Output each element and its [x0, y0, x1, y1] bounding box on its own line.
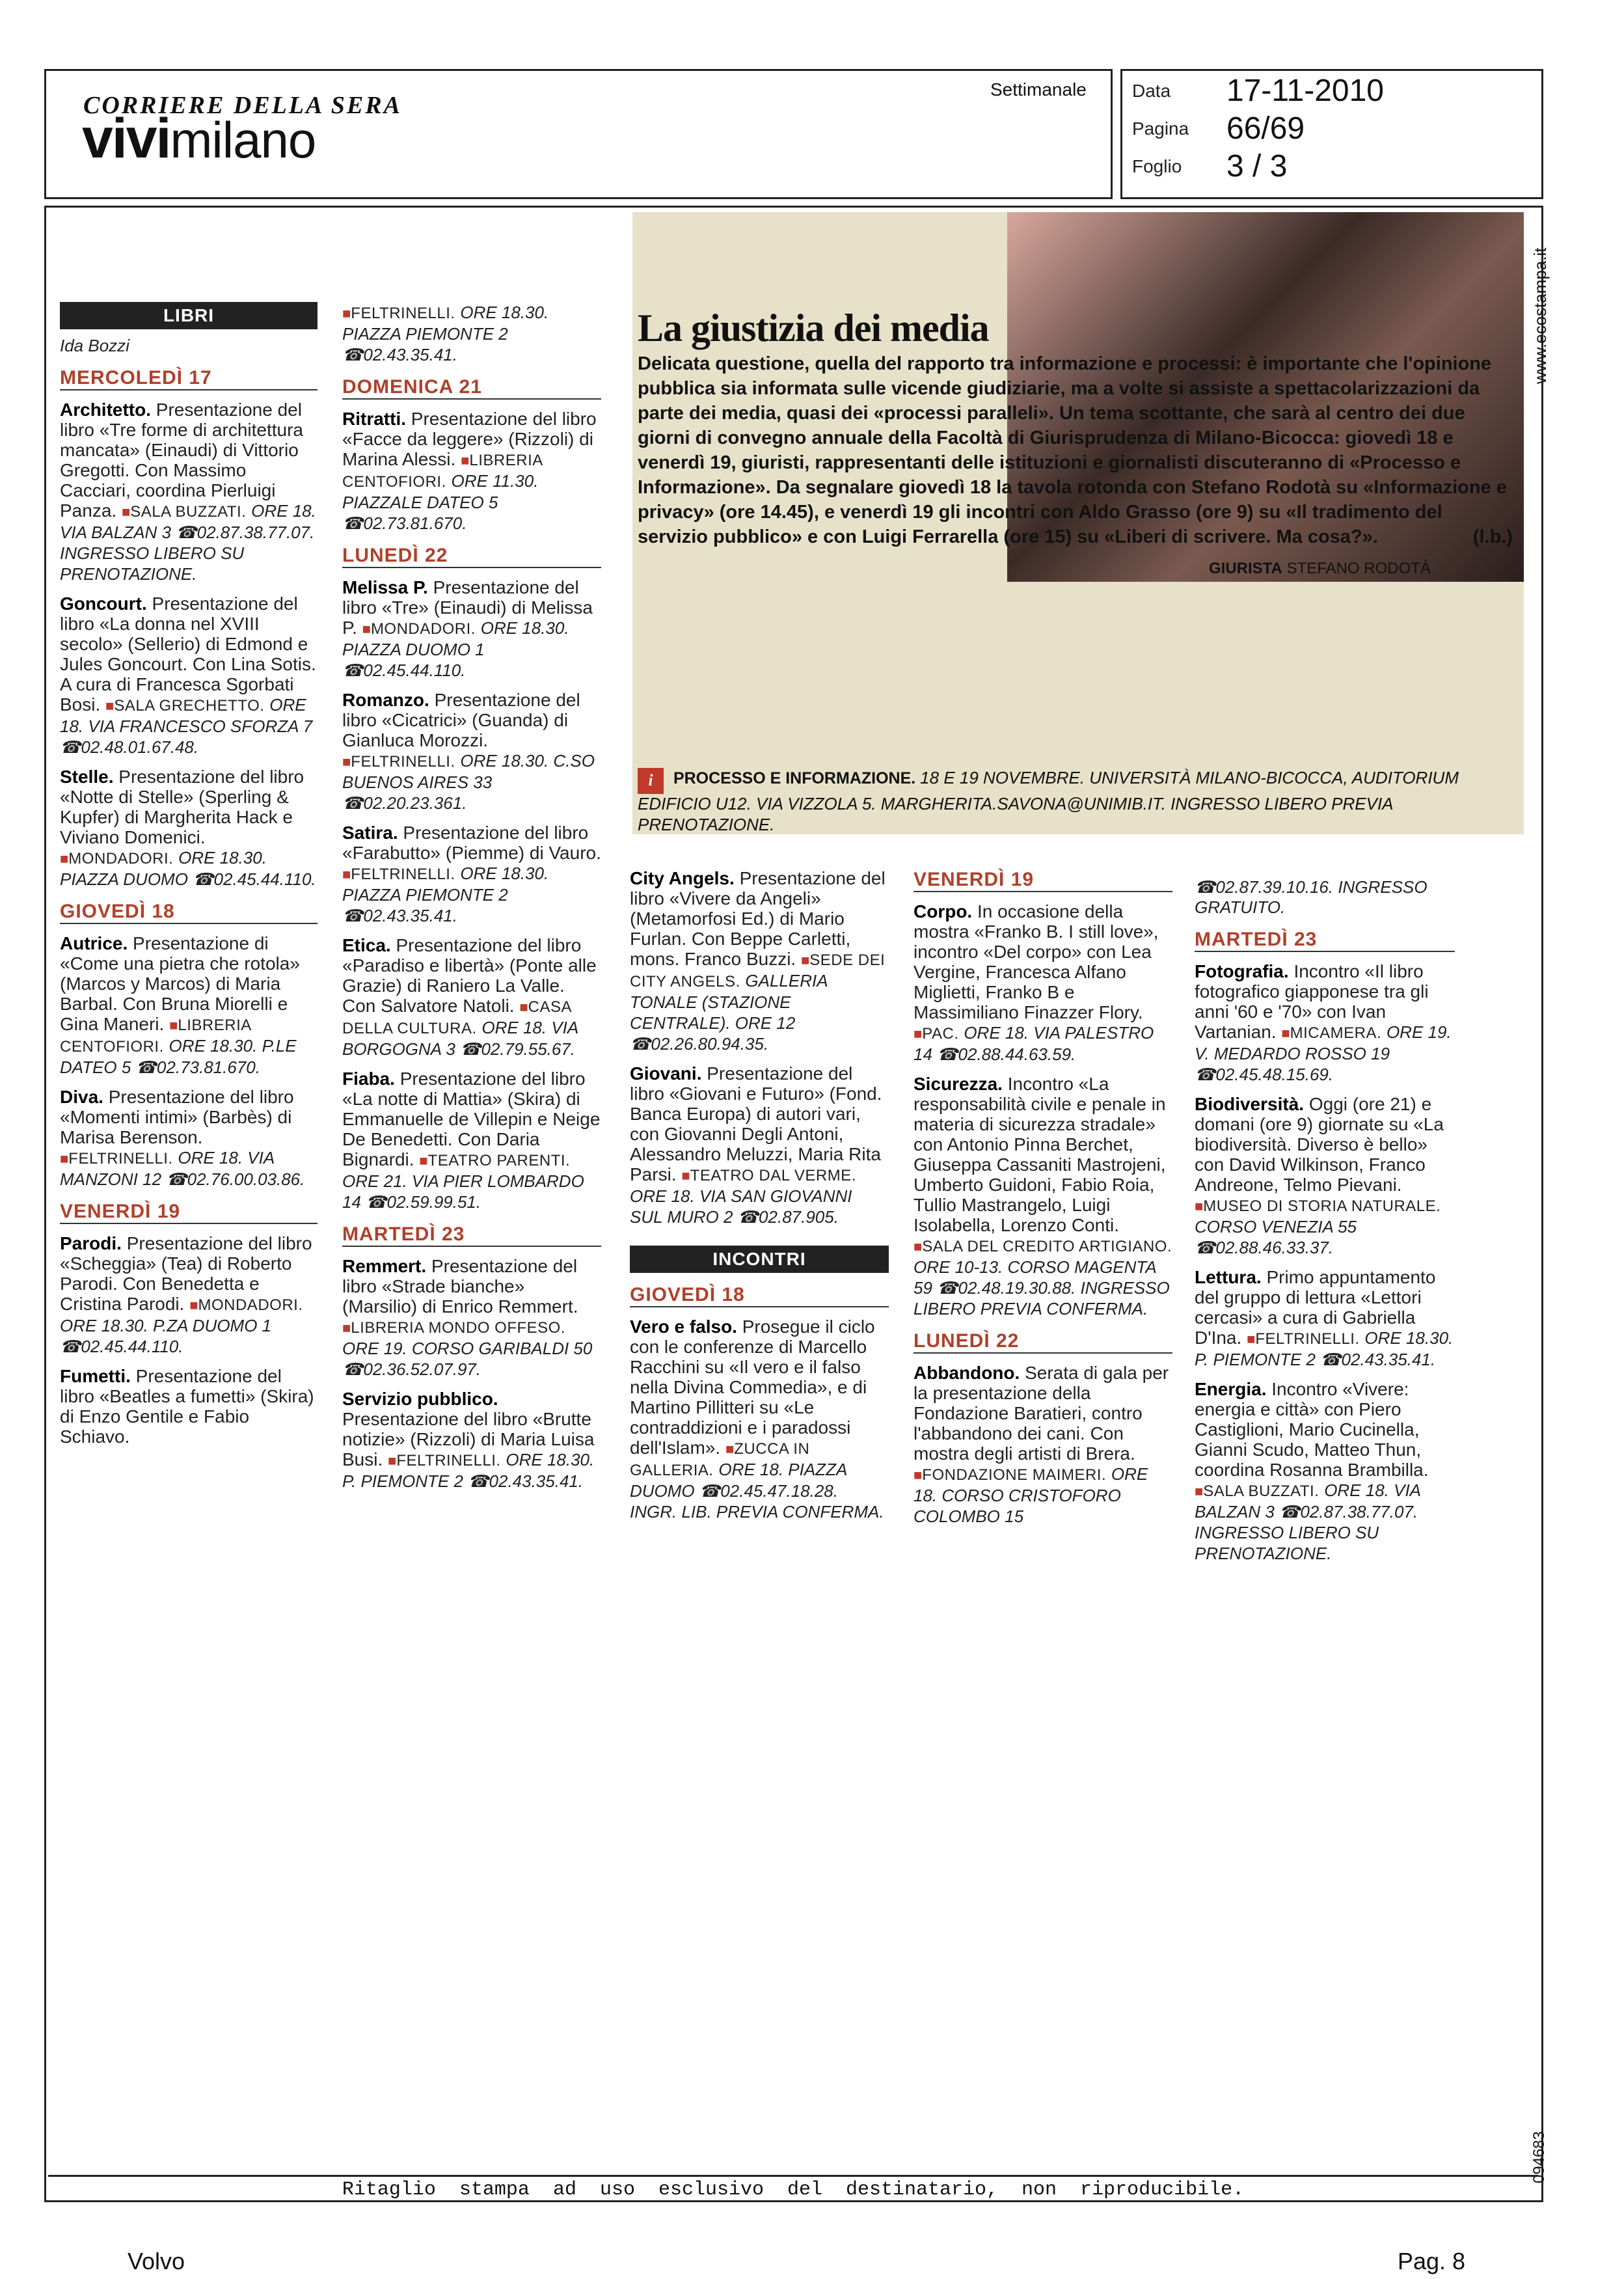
day-header: MERCOLEDÌ 17 [60, 368, 318, 390]
listing-item: Melissa P. Presentazione del libro «Tre» (Einaudi) di Melissa P. ■MONDADORI. ORE 18.30. PIAZZA DUOMO 1 ☎02.45.44.110. [342, 577, 593, 680]
pagina-value: 66/69 [1226, 111, 1305, 146]
column-libri-1 [60, 302, 318, 1456]
data-label: Data [1132, 81, 1171, 101]
column-libri-2 [342, 302, 601, 1501]
listing-item: Remmert. Presentazione del libro «Strade bianche» (Marsilio) di Enrico Remmert. ■LIBRERIA MONDO OFFESO. ORE 19. CORSO GARIBALDI 50 ☎02.36.52.07.97. [342, 1256, 593, 1379]
day-header: VENERDÌ 19 [914, 869, 1172, 892]
pagina-label: Pagina [1132, 118, 1189, 139]
vivi-text: vivi [82, 107, 170, 170]
info-text: 18 E 19 NOVEMBRE. UNIVERSITÀ MILANO-BICOCCA, AUDITORIUM EDIFICIO U12. VIA VIZZOLA 5. MARGHERITA.SAVONA@UNIMIB.IT. INGRESSO LIBERO PREVIA PRENOTAZIONE. [638, 768, 1459, 834]
listing-item: Fotografia. Incontro «Il libro fotografico giapponese tra gli anni '60 e '70» con Ivan Vartanian. ■MICAMERA. ORE 19. V. MEDARDO ROSSO 19 ☎02.45.48.15.69. [1195, 961, 1452, 1084]
data-value: 17-11-2010 [1226, 74, 1384, 108]
clipping-disclaimer: Ritaglio stampa ad uso esclusivo del destinatario, non riproducibile. [48, 2175, 1538, 2203]
section-header-libri: LIBRI [60, 302, 318, 329]
listing-item: City Angels. Presentazione del libro «Vivere da Angeli» (Metamorfosi Ed.) di Mario Furlan. Con Beppe Carletti, mons. Franco Buzzi. ■SEDE DEI CITY ANGELS. GALLERIA TONALE (STAZIONE CENTRALE). ORE 12 ☎02.26.80.94.35. [630, 868, 886, 1054]
listing-item: Parodi. Presentazione del libro «Scheggia» (Tea) di Roberto Parodi. Con Benedetta e Cristina Parodi. ■MONDADORI. ORE 18.30. P.ZA DUOMO 1 ☎02.45.44.110. [60, 1233, 312, 1356]
listing-item: Lettura. Primo appuntamento del gruppo di lettura «Lettori cercasi» a cura di Gabriella D'Ina. ■FELTRINELLI. ORE 18.30. P. PIEMONTE 2 ☎02.43.35.41. [1195, 1267, 1454, 1369]
listing-item: Stelle. Presentazione del libro «Notte di Stelle» (Sperling & Kupfer) di Margherita Hack e Viviano Domenici. ■MONDADORI. ORE 18.30. PIAZZA DUOMO ☎02.45.44.110. [60, 767, 316, 889]
day-header: VENERDÌ 19 [60, 1201, 318, 1224]
vivimilano-logo [82, 107, 316, 170]
footer-client: Volvo [128, 2248, 185, 2274]
listing-item: Satira. Presentazione del libro «Farabutto» (Piemme) di Vauro. ■FELTRINELLI. ORE 18.30. PIAZZA PIEMONTE 2 ☎02.43.35.41. [342, 823, 601, 925]
listing-item: Etica. Presentazione del libro «Paradiso e libertà» (Ponte alle Grazie) di Raniero La Valle. Con Salvatore Natoli. ■CASA DELLA CULTURA. ORE 18. VIA BORGOGNA 3 ☎02.79.55.67. [342, 935, 597, 1059]
day-header: LUNEDÌ 22 [342, 545, 601, 568]
clipping-code: 094683 [1530, 2131, 1548, 2183]
author-byline: Ida Bozzi [60, 336, 129, 355]
section-header-incontri: INCONTRI [630, 1246, 889, 1273]
day-header: GIOVEDÌ 18 [60, 901, 318, 924]
feature-title: La giustizia dei media [638, 307, 989, 349]
foglio-value: 3 / 3 [1226, 149, 1288, 184]
column-4 [914, 858, 1172, 1536]
day-header: MARTEDÌ 23 [342, 1224, 601, 1247]
listing-item: Romanzo. Presentazione del libro «Cicatrici» (Guanda) di Gianluca Morozzi. ■FELTRINELLI. ORE 18.30. C.SO BUENOS AIRES 33 ☎02.20.23.361. [342, 690, 595, 813]
listing-item: Energia. Incontro «Vivere: energia e città» con Piero Castiglioni, Mario Cucinella, Gianni Scudo, Matteo Thun, coordina Rosanna Brambilla. ■SALA BUZZATI. ORE 18. VIA BALZAN 3 ☎02.87.38.77.07. INGRESSO LIBERO SU PRENOTAZIONE. [1195, 1379, 1429, 1563]
listing-item: Fiaba. Presentazione del libro «La notte di Mattia» (Skira) di Emmanuelle de Villepin e Neige De Benedetti. Con Daria Bignardi. ■TEATRO PARENTI. ORE 21. VIA PIER LOMBARDO 14 ☎02.59.99.51. [342, 1069, 601, 1212]
listing-item: Abbandono. Serata di gala per la presentazione della Fondazione Baratieri, contro l'abbandono dei cani. Con mostra degli artisti di Brera. ■FONDAZIONE MAIMERI. ORE 18. CORSO CRISTOFORO COLOMBO 15 [914, 1363, 1169, 1526]
info-icon: i [638, 768, 664, 794]
listing-item: Vero e falso. Prosegue il ciclo con le conferenze di Marcello Racchini su «Il vero e il falso nella Divina Commedia», e di Martino Pillitteri su «Le contraddizioni e i paradossi dell'Islam». ■ZUCCA IN GALLERIA. ORE 18. PIAZZA DUOMO ☎02.45.47.18.28. INGR. LIB. PREVIA CONFERMA. [630, 1317, 884, 1522]
day-header: LUNEDÌ 22 [914, 1331, 1172, 1354]
day-header: MARTEDÌ 23 [1195, 929, 1455, 952]
listing-item: Autrice. Presentazione di «Come una pietra che rotola» (Marcos y Marcos) di Maria Barbal. Con Bruna Miorelli e Gina Maneri. ■LIBRERIA CENTOFIORI. ORE 18.30. P.LE DATEO 5 ☎02.73.81.670. [60, 933, 300, 1077]
caption-role: GIURISTA [1209, 560, 1282, 577]
caption-name: STEFANO RODOTÀ [1286, 560, 1431, 577]
feature-body [638, 351, 1513, 549]
info-title: PROCESSO E INFORMAZIONE. [673, 769, 916, 787]
column-3 [630, 868, 889, 1531]
foglio-label: Foglio [1132, 156, 1182, 176]
listing-item: Sicurezza. Incontro «La responsabilità civile e penale in materia di sicurezza stradale» con Antonio Pinna Berchet, Giuseppa Cassaniti Mastrojeni, Umberto Guidoni, Fabio Roia, Tullio Mastrangelo, Luigi Isolabella, Lorenzo Conti. ■SALA DEL CREDITO ARTIGIANO. ORE 10-13. CORSO MAGENTA 59 ☎02.48.19.30.88. INGRESSO LIBERO PREVIA CONFERMA. [914, 1074, 1172, 1318]
listing-item: ■FELTRINELLI. ORE 18.30. PIAZZA PIEMONTE 2 ☎02.43.35.41. [342, 303, 549, 364]
listing-item: Architetto. Presentazione del libro «Tre forme di architettura mancata» (Einaudi) di Vittorio Gregotti. Con Massimo Cacciari, coordina Pierluigi Panza. ■SALA BUZZATI. ORE 18. VIA BALZAN 3 ☎02.87.38.77.07. INGRESSO LIBERO SU PRENOTAZIONE. [60, 400, 316, 584]
day-header: DOMENICA 21 [342, 377, 601, 400]
listing-item: Diva. Presentazione del libro «Momenti intimi» (Barbès) di Marisa Berenson. ■FELTRINELLI. ORE 18. VIA MANZONI 12 ☎02.76.00.03.86. [60, 1087, 305, 1189]
listing-item: Ritratti. Presentazione del libro «Facce da leggere» (Rizzoli) di Marina Alessi. ■LIBRERIA CENTOFIORI. ORE 11.30. PIAZZALE DATEO 5 ☎02.73.81.670. [342, 409, 597, 533]
listing-item: Giovani. Presentazione del libro «Giovani e Futuro» (Fond. Banca Europa) di autori vari, con Giovanni Degli Antoni, Alessandro Meluzzi, Maria Rita Parsi. ■TEATRO DAL VERME. ORE 18. VIA SAN GIOVANNI SUL MURO 2 ☎02.87.905. [630, 1063, 882, 1227]
feature-info [638, 768, 1477, 836]
feature-text: Delicata questione, quella del rapporto tra informazione e processi: è importante che l'opinione pubblica sia informata sulle vicende giudiziarie, ma a volte si assiste a spettacolarizzazioni da parte dei media, quasi dei «processi paralleli». Un tema scottante, che sarà al centro dei due giorni di convegno annuale della Facoltà di Giurisprudenza di Milano-Bicocca: giovedì 18 e venerdì 19, giuristi, rappresentanti delle istituzioni e giornalisti discuteranno di «Processo e Informazione». Da segnalare giovedì 18 la tavola rotonda con Stefano Rodotà su «Informazione e privacy» (ore 14.45), e venerdì 19 gli incontri con Aldo Grasso (ore 9) su «Il tradimento del servizio pubblico» e con Luigi Ferrarella (ore 15) su «Liberi di scrivere. Ma cosa?». [638, 353, 1507, 547]
ecostampa-url: www.ecostampa.it [1530, 247, 1550, 384]
settimanale-label: Settimanale [990, 79, 1087, 100]
listing-item: Goncourt. Presentazione del libro «La donna nel XVIII secolo» (Sellerio) di Edmond e Jules Goncourt. Con Lina Sotis. A cura di Francesca Sgorbati Bosi. ■SALA GRECHETTO. ORE 18. VIA FRANCESCO SFORZA 7 ☎02.48.01.67.48. [60, 594, 316, 757]
milano-text: milano [170, 111, 316, 169]
photo-caption [1209, 560, 1431, 578]
corriere-della-sera-logo: CORRIERE DELLA SERA [83, 92, 402, 119]
listing-item: Servizio pubblico. Presentazione del libro «Brutte notizie» (Rizzoli) di Maria Luisa Busi. ■FELTRINELLI. ORE 18.30. P. PIEMONTE 2 ☎02.43.35.41. [342, 1389, 595, 1491]
listing-item: Corpo. In occasione della mostra «Franko B. I still love», incontro «Del corpo» con Lea Vergine, Francesca Alfano Miglietti, Franko B e Massimiliano Finazzer Flory. ■PAC. ORE 18. VIA PALESTRO 14 ☎02.88.44.63.59. [914, 901, 1159, 1064]
day-header: GIOVEDÌ 18 [630, 1285, 889, 1307]
listing-item: ☎02.87.39.10.16. INGRESSO GRATUITO. [1195, 877, 1428, 917]
column-5 [1195, 877, 1455, 1573]
listing-item: Fumetti. Presentazione del libro «Beatles a fumetti» (Skira) di Enzo Gentile e Fabio Schiavo. [60, 1366, 314, 1447]
feature-signature: (l.b.) [1472, 526, 1513, 547]
listing-item: Biodiversità. Oggi (ore 21) e domani (ore 9) giornate su «La biodiversità. Diverso è bello» con David Wilkinson, Franco Andreone, Telmo Pievani. ■MUSEO DI STORIA NATURALE. CORSO VENEZIA 55 ☎02.88.46.33.37. [1195, 1094, 1444, 1257]
footer-page: Pag. 8 [1398, 2248, 1466, 2274]
